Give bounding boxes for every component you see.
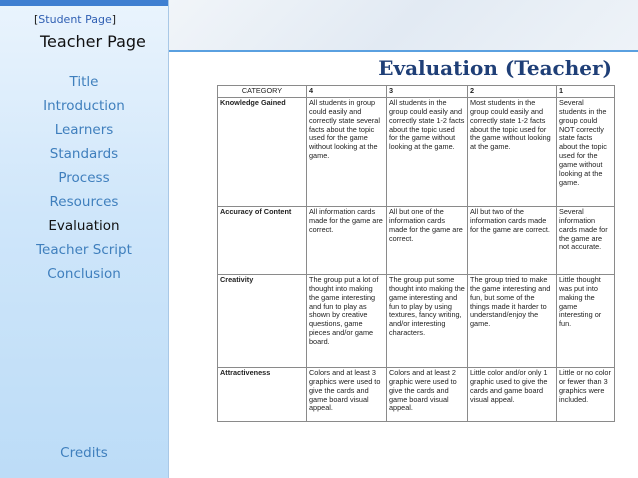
category-attractiveness: Attractiveness bbox=[218, 367, 307, 421]
rubric-table bbox=[217, 85, 615, 422]
sidebar bbox=[0, 0, 169, 478]
table-cell: All information cards made for the game are correct. bbox=[307, 206, 387, 274]
sidebar-nav bbox=[0, 70, 168, 286]
nav-item-credits[interactable]: Credits bbox=[60, 445, 108, 461]
header-band bbox=[169, 0, 638, 50]
page-title: Evaluation (Teacher) bbox=[378, 56, 612, 80]
bracket-close: ] bbox=[111, 13, 117, 26]
nav-item-evaluation[interactable]: Evaluation bbox=[48, 218, 120, 234]
table-cell: Most students in the group could easily and correctly state 1-2 facts about the topic used for the game without looking at the game. bbox=[468, 97, 557, 206]
table-cell: All students in the group could easily and correctly state 1-2 facts about the topic used for the game without looking at the game. bbox=[387, 97, 468, 206]
table-cell: Colors and at least 3 graphics were used to give the cards and game board visual appeal. bbox=[307, 367, 387, 421]
student-page-link[interactable]: Student Page bbox=[38, 13, 112, 26]
nav-item-conclusion[interactable]: Conclusion bbox=[47, 266, 121, 282]
category-creativity: Creativity bbox=[218, 274, 307, 367]
student-page-link-wrapper bbox=[34, 13, 116, 26]
nav-item-standards[interactable]: Standards bbox=[49, 146, 119, 162]
bracket-open: [ bbox=[34, 13, 39, 26]
header-score-1: 1 bbox=[557, 86, 615, 98]
table-cell: All but one of the information cards made for the game are correct. bbox=[387, 206, 468, 274]
table-row bbox=[218, 206, 615, 274]
table-cell: Colors and at least 2 graphic were used to give the cards and game board visual appeal. bbox=[387, 367, 468, 421]
table-cell: Several information cards made for the game are not accurate. bbox=[557, 206, 615, 274]
nav-item-resources[interactable]: Resources bbox=[49, 194, 119, 210]
category-accuracy-of-content: Accuracy of Content bbox=[218, 206, 307, 274]
header-category: CATEGORY bbox=[218, 86, 307, 98]
table-row bbox=[218, 274, 615, 367]
table-row bbox=[218, 367, 615, 421]
rubric-header-row bbox=[218, 86, 615, 98]
table-cell: Little thought was put into making the game interesting or fun. bbox=[557, 274, 615, 367]
header-divider bbox=[169, 50, 638, 52]
nav-item-introduction[interactable]: Introduction bbox=[43, 98, 125, 114]
table-row bbox=[218, 97, 615, 206]
table-cell: Little color and/or only 1 graphic used to give the cards and game board visual appeal. bbox=[468, 367, 557, 421]
category-knowledge-gained: Knowledge Gained bbox=[218, 97, 307, 206]
table-cell: The group put some thought into making the game interesting and fun to play by using textures, fancy writing, and/or interesting characters. bbox=[387, 274, 468, 367]
nav-item-title[interactable]: Title bbox=[69, 74, 99, 90]
nav-item-process[interactable]: Process bbox=[58, 170, 110, 186]
header-score-3: 3 bbox=[387, 86, 468, 98]
nav-item-teacher-script[interactable]: Teacher Script bbox=[36, 242, 132, 258]
sidebar-heading: Teacher Page bbox=[40, 32, 146, 51]
table-cell: The group tried to make the game interesting and fun, but some of the things made it harder to understand/enjoy the game. bbox=[468, 274, 557, 367]
header-score-2: 2 bbox=[468, 86, 557, 98]
table-cell: Little or no color or fewer than 3 graphics were included. bbox=[557, 367, 615, 421]
table-cell: The group put a lot of thought into making the game interesting and fun to play as shown by creative questions, game pieces and/or game board. bbox=[307, 274, 387, 367]
sidebar-accent-bar bbox=[0, 0, 168, 6]
header-score-4: 4 bbox=[307, 86, 387, 98]
table-cell: All but two of the information cards made for the game are correct. bbox=[468, 206, 557, 274]
nav-item-learners[interactable]: Learners bbox=[54, 122, 114, 138]
table-cell: Several students in the group could NOT correctly state facts about the topic used for the game without looking at the game. bbox=[557, 97, 615, 206]
table-cell: All students in group could easily and correctly state several facts about the topic used for the game without looking at the game. bbox=[307, 97, 387, 206]
